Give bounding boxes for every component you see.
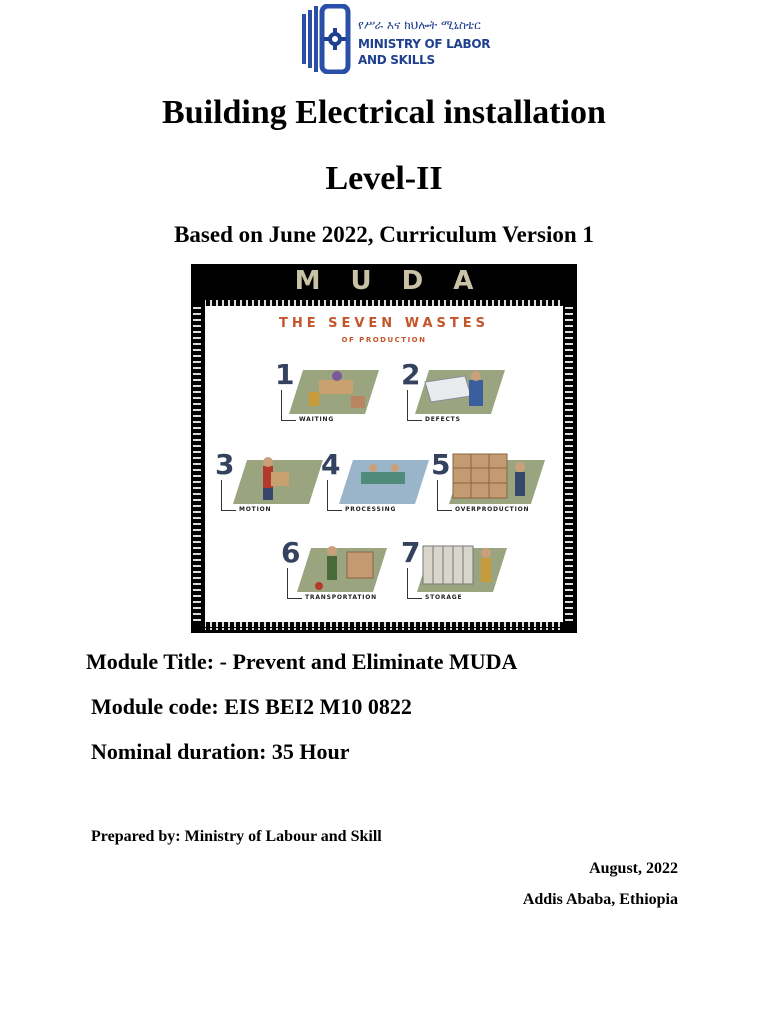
- poster-subheading: OF PRODUCTION: [341, 336, 427, 344]
- waiting-illustration-icon: [289, 366, 379, 416]
- waste-number: 5: [431, 448, 451, 481]
- poster-heading: THE SEVEN WASTES: [278, 316, 490, 331]
- waste-number: 4: [321, 448, 341, 481]
- poster-panel: [205, 306, 563, 622]
- waste-item: [321, 448, 431, 520]
- waste-item: [431, 448, 561, 520]
- logo-name-line1: MINISTRY OF LABOR: [358, 37, 491, 51]
- waste-number: 2: [401, 358, 421, 391]
- waste-number: 6: [281, 536, 301, 569]
- muda-poster-image: [191, 264, 577, 633]
- processing-illustration-icon: [339, 456, 429, 506]
- logo-name-line2: AND SKILLS: [358, 53, 435, 67]
- transportation-illustration-icon: [297, 544, 387, 594]
- overproduction-illustration-icon: [449, 450, 545, 506]
- waste-label: MOTION: [239, 506, 272, 513]
- waste-label: DEFECTS: [425, 416, 461, 423]
- publication-place: Addis Ababa, Ethiopia: [522, 891, 678, 908]
- poster-border-left: [193, 306, 203, 622]
- module-title: Module Title: - Prevent and Eliminate MUDA: [86, 649, 518, 674]
- waste-item: [401, 536, 511, 608]
- curriculum-basis: Based on June 2022, Curriculum Version 1: [174, 222, 594, 247]
- waste-label: TRANSPORTATION: [305, 594, 377, 601]
- ministry-logo: [300, 4, 491, 76]
- waste-label: OVERPRODUCTION: [455, 506, 530, 513]
- waste-item: [215, 448, 325, 520]
- waste-number: 1: [275, 358, 295, 391]
- document-level: Level-II: [325, 160, 443, 197]
- waste-number: 3: [215, 448, 235, 481]
- storage-illustration-icon: [417, 540, 507, 594]
- prepared-by: Prepared by: Ministry of Labour and Skill: [91, 828, 382, 845]
- ministry-emblem-icon: [300, 4, 352, 74]
- poster-banner: MUDA: [294, 266, 504, 296]
- waste-item: [275, 358, 385, 430]
- defects-illustration-icon: [415, 366, 505, 416]
- poster-border-right: [565, 306, 575, 622]
- waste-item: [281, 536, 391, 608]
- document-title: Building Electrical installation: [162, 94, 606, 131]
- publication-date: August, 2022: [589, 860, 678, 877]
- waste-item: [401, 358, 511, 430]
- module-code: Module code: EIS BEI2 M10 0822: [91, 694, 412, 719]
- waste-number: 7: [401, 536, 421, 569]
- logo-amharic-text: የሥራ እና ክህሎት ሚኒስቴር: [358, 18, 481, 32]
- motion-illustration-icon: [233, 456, 323, 506]
- waste-label: PROCESSING: [345, 506, 397, 513]
- nominal-duration: Nominal duration: 35 Hour: [91, 739, 350, 764]
- waste-label: WAITING: [299, 416, 335, 423]
- waste-label: STORAGE: [425, 594, 463, 601]
